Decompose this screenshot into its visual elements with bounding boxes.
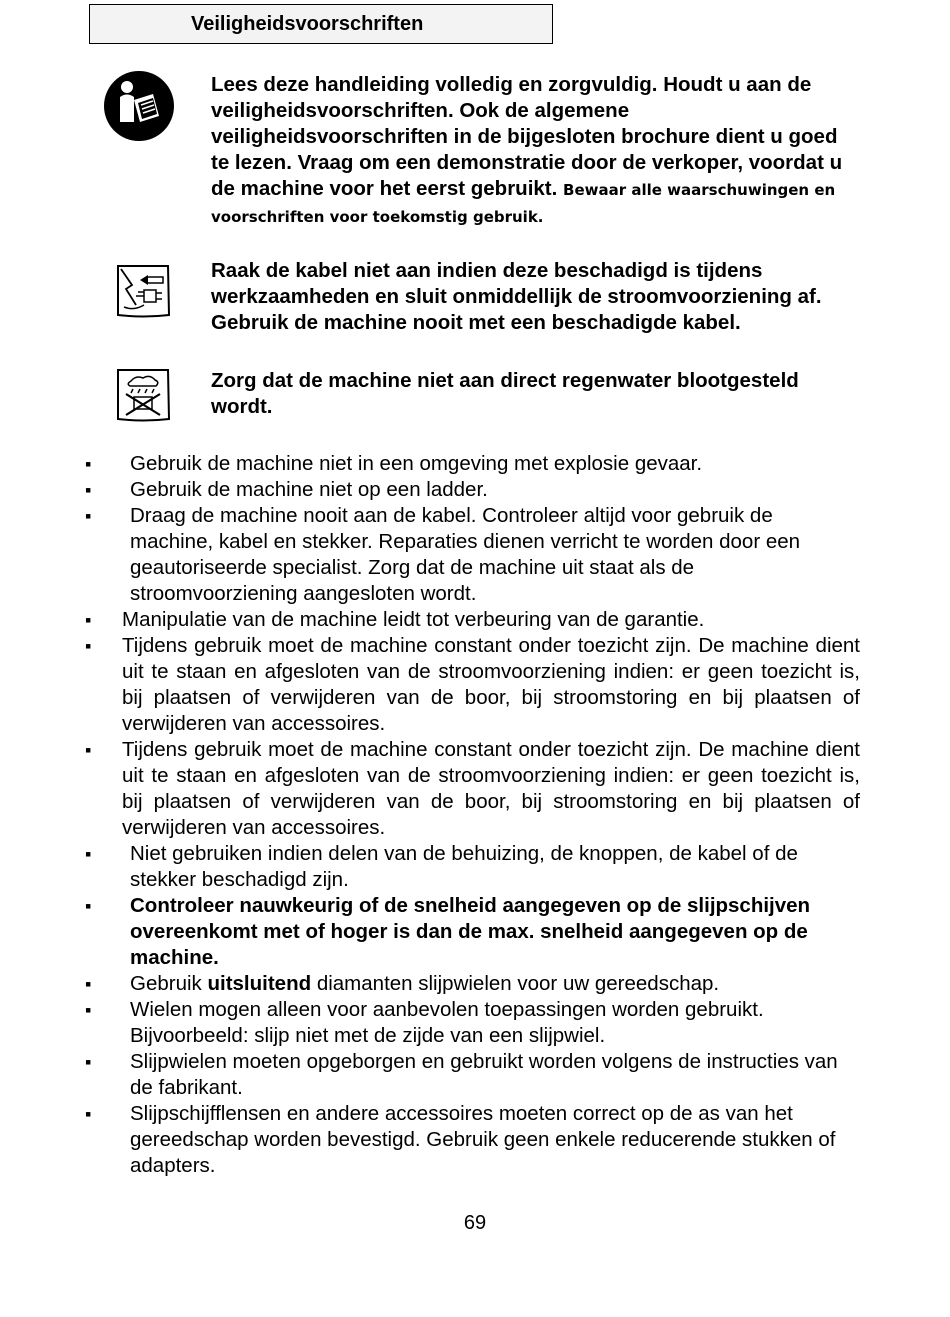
list-item: [85, 971, 860, 997]
no-rain-icon: [114, 367, 172, 423]
list-item: ▪ Gebruik de machine niet op een ladder.: [85, 477, 860, 503]
list-item: ▪ Gebruik de machine niet in een omgeving met explosie gevaar.: [85, 451, 860, 477]
list-item: ▪ Slijpwielen moeten opgeborgen en gebruikt worden volgens de instructies van de fabrikant.: [85, 1049, 860, 1101]
safety-instructions-list: [85, 451, 860, 1179]
list-item-prefix: Gebruik: [130, 972, 202, 995]
list-item: ▪ Draag de machine nooit aan de kabel. Controleer altijd voor gebruik de machine, kabel en stekker. Reparaties dienen verricht te worden door een geautoriseerde specialist. Zorg dat de machine uit staat als de stroomvoorziening aangesloten wordt.: [85, 503, 860, 607]
list-item: ▪ Tijdens gebruik moet de machine constant onder toezicht zijn. De machine dient uit te staan en afgesloten van de stroomvoorziening indien: er geen toezicht is, bij plaatsen of verwijderen van de boor, bij stroomstoring en bij plaatsen of verwijderen van accessoires.: [85, 737, 860, 841]
read-manual-icon: [103, 70, 175, 142]
list-item: ▪ Controleer nauwkeurig of de snelheid aangegeven op de slijpschijven overeenkomt met of hoger is dan de max. snelheid aangegeven op de machine.: [85, 893, 860, 971]
read-manual-text: Lees deze handleiding volledig en zorgvuldig. Houdt u aan de veiligheidsvoorschriften. Ook de algemene veiligheidsvoorschriften in de bijgesloten brochure dient u goed te lezen. Vraag om een demonstratie door de verkoper, voordat u de machine voor het eerst gebruikt.: [211, 73, 843, 200]
damaged-cable-warning: Raak de kabel niet aan indien deze beschadigd is tijdens werkzaamheden en sluit onmiddellijk de stroomvoorziening af. Gebruik de machine nooit met een beschadigde kabel.: [211, 259, 822, 334]
list-item: ▪ Wielen mogen alleen voor aanbevolen toepassingen worden gebruikt. Bijvoorbeeld: slijp niet met de zijde van een slijpwiel.: [85, 997, 860, 1049]
list-item: ▪ Tijdens gebruik moet de machine constant onder toezicht zijn. De machine dient uit te staan en afgesloten van de stroomvoorziening indien: er geen toezicht is, bij plaatsen of verwijderen van de boor, bij stroomstoring en bij plaatsen of verwijderen van accessoires.: [85, 633, 860, 737]
list-item-emphasis: uitsluitend: [207, 972, 312, 995]
list-item: ▪ Manipulatie van de machine leidt tot verbeuring van de garantie.: [85, 607, 860, 633]
list-item: ▪ Slijpschijfflensen en andere accessoires moeten correct op de as van het gereedschap worden bevestigd. Gebruik geen enkele reducerende stukken of adapters.: [85, 1101, 860, 1179]
read-manual-warning: [211, 72, 861, 230]
rain-warning: Zorg dat de machine niet aan direct regenwater blootgesteld wordt.: [211, 369, 799, 418]
list-item: ▪ Niet gebruiken indien delen van de behuizing, de knoppen, de kabel of de stekker beschadigd zijn.: [85, 841, 860, 893]
damaged-cable-icon: [114, 263, 172, 319]
list-item-suffix: diamanten slijpwielen voor uw gereedschap.: [316, 972, 720, 995]
section-title: Veiligheidsvoorschriften: [191, 13, 424, 35]
keep-instructions-text: Bewaar alle waarschuwingen en voorschriften voor toekomstig gebruik.: [211, 181, 836, 226]
page-number: 69: [463, 1212, 487, 1234]
section-title-box: [89, 4, 553, 44]
